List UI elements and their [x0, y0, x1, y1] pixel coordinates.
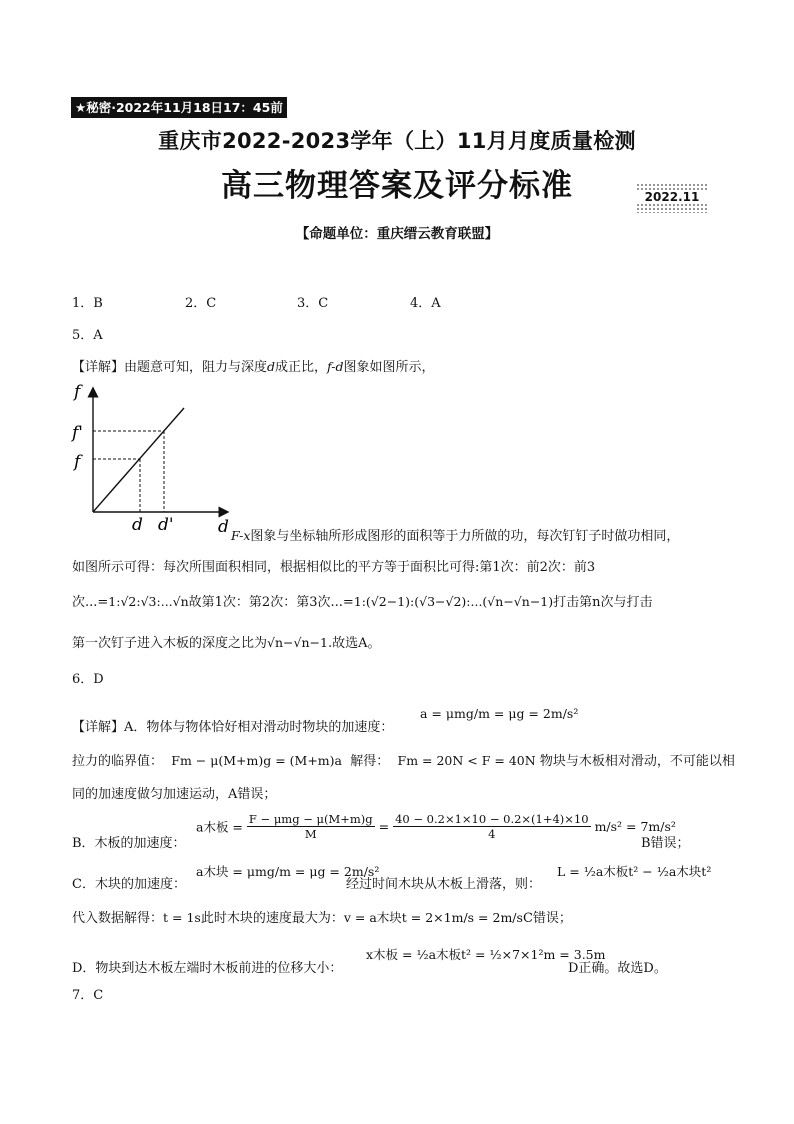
q6-eq-a: a = μmg/m = μg = 2m/s² [420, 706, 579, 721]
q6-b-equation: a木板 = $\frac{\text{F − μmg − μ(M+m)g}}{M}$ = $\frac{40 - 0.2\times 1\times 10 - 0.2\times(1+4)\times 10}{4}$ m/s² = 7m/s² [196, 812, 676, 841]
q6-sub: 代入数据解得：t = 1s此时木块的速度最大为：v = a木块t = 2×1m/s = 2m/sC错误； [72, 910, 572, 926]
x-axis-label: d [218, 517, 229, 537]
q5-line3: 次...=1:√2:√3:...√n故第1次：第2次：第3次...=1:(√2−1):(√3−√2):...(√n−√n−1)打击第n次与打击 [72, 594, 653, 610]
issuer-line: 【命题单位：重庆缙云教育联盟】 [295, 226, 499, 242]
answer-5: 5．A [72, 328, 103, 343]
f-d-graph [66, 380, 236, 540]
q6-c-label: C．木块的加速度： [72, 877, 186, 892]
answer-6: 6．D [72, 672, 104, 687]
answer-1: 1．B [72, 296, 103, 311]
confidential-stamp: ★秘密·2022年11月18日17：45前 [71, 97, 287, 118]
x-tick-d: d [132, 515, 143, 535]
q6-d-label: D．物块到达木板左端时木板前进的位移大小： [72, 961, 343, 976]
q6-same-accel: 同的加速度做匀加速运动，A错误； [72, 787, 277, 802]
date-badge-text: 2022.11 [636, 190, 708, 204]
answer-4: 4．A [410, 296, 441, 311]
q6-detail: 【详解】A．物体与物体恰好相对滑动时物块的加速度： [72, 720, 394, 735]
q6-critical: 拉力的临界值： Fm − μ(M+m)g = (M+m)a 解得： Fm = 20N < F = 40N 物块与木板相对滑动，不可能以相 [72, 753, 735, 769]
q6-c-eq: a木块 = μmg/m = μg = 2m/s² [196, 864, 380, 879]
q5-detail: 【详解】由题意可知，阻力与深度d成正比，f-d图象如图所示， [72, 359, 435, 375]
document-title: 高三物理答案及评分标准 [221, 168, 573, 204]
exam-title: 重庆市2022-2023学年（上）11月月度质量检测 [158, 129, 636, 153]
q6-d-eq: x木板 = ½a木板t² = ½×7×1²m = 3.5m [366, 947, 606, 962]
q6-c-mid: 经过时间木块从木板上滑落，则： [346, 877, 542, 892]
q6-b-label: B．木板的加速度： [72, 836, 186, 851]
q5-line2: 如图所示可得：每次所围面积相同，根据相似比的平方等于面积比可得:第1次：前2次：前3 [72, 560, 596, 575]
x-tick-dprime: d' [158, 515, 174, 535]
answer-2: 2．C [185, 296, 217, 311]
y-tick-f: f [74, 452, 81, 472]
q6-b-end: B错误； [641, 836, 690, 851]
answer-3: 3．C [297, 296, 329, 311]
answer-7: 7．C [72, 988, 104, 1003]
y-axis-label: f [74, 382, 81, 402]
q6-d-end: D正确。故选D。 [568, 961, 667, 976]
f-d-line [93, 408, 184, 512]
y-tick-fprime: f' [72, 423, 83, 443]
date-badge [636, 183, 708, 213]
q6-c-eq2: L = ½a木板t² − ½a木块t² [557, 864, 712, 879]
q5-line4: 第一次钉子进入木板的深度之比为√n−√n−1.故选A。 [72, 635, 381, 651]
q5-line1: F-x图象与坐标轴所形成图形的面积等于力所做的功，每次钉钉子时做功相同， [231, 528, 680, 544]
